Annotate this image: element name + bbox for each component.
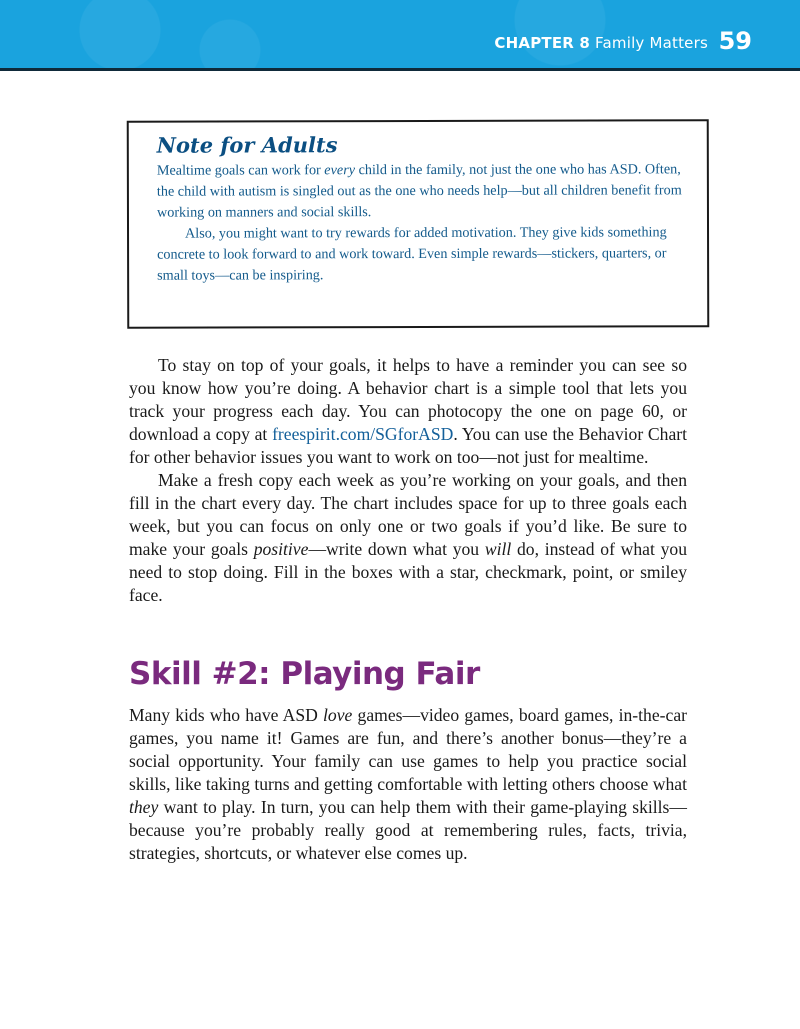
paragraph-games: [129, 704, 687, 865]
note-text: child in the family, not just the one who has ASD. Often, the child with autism is singled out as the one who needs help—but all children benefit from working on manners and social skills.: [156, 161, 682, 221]
body-section-playing-fair: [129, 704, 687, 865]
section-heading-playing-fair: Skill #2: Playing Fair: [129, 656, 480, 692]
note-paragraph-1: [157, 159, 687, 223]
note-paragraph-2: Also, you might want to try rewards for added motivation. They give kids something concrete to look forward to and work toward. Even simple rewards—stickers, quarters, or small toys—can be inspiring.: [157, 224, 667, 284]
body-text: —write down what you: [308, 539, 485, 559]
emphasis-love: love: [323, 705, 353, 725]
emphasis-will: will: [484, 539, 512, 559]
page-number: 59: [718, 27, 752, 55]
body-text: Make a fresh copy each week as you’re working on your goals, and then fill in the chart every day. The chart includes space for up to three goals each week, but you can focus on only one or two goals if you’d like. Be sure to make your goals: [129, 470, 687, 559]
note-title: Note for Adults: [156, 132, 338, 158]
body-text: want to play. In turn, you can help them with their game-playing skills—because you’re probably really good at remembering rules, facts, trivia, strategies, shortcuts, or whatever else comes up.: [129, 797, 687, 863]
emphasis-positive: positive: [253, 539, 309, 559]
page-header: [0, 0, 800, 71]
chapter-label: CHAPTER 8: [494, 34, 591, 52]
body-text: do, instead of what you need to stop doing. Fill in the boxes with a star, checkmark, point, or smiley face.: [129, 539, 687, 605]
emphasis-they: they: [129, 797, 159, 817]
note-text: Mealtime goals can work for: [156, 162, 325, 179]
freespirit-link[interactable]: freespirit.com/SGforASD: [272, 424, 454, 444]
body-text: . You can use the Behavior Chart for other behavior issues you want to work on too—not just for mealtime.: [129, 424, 688, 467]
chapter-title: Family Matters: [595, 34, 708, 52]
body-section-behavior-chart: [129, 354, 687, 607]
body-text: To stay on top of your goals, it helps to have a reminder you can see so you know how you’re doing. A behavior chart is a simple tool that lets you track your progress each day. You can photocopy the one on page 60, or download a copy at: [129, 355, 687, 444]
note-for-adults-box: [127, 119, 710, 329]
running-head: [494, 34, 708, 52]
body-text: Many kids who have ASD: [129, 705, 324, 725]
paragraph-fresh-copy: [129, 469, 687, 607]
paragraph-behavior-chart: [129, 354, 687, 469]
note-emphasis: every: [324, 162, 356, 179]
body-text: games—video games, board games, in-the-car games, you name it! Games are fun, and there’s another bonus—they’re a social opportunity. Your family can use games to help you practice social skills, like taking turns and getting comfortable with letting others choose what: [129, 705, 687, 794]
